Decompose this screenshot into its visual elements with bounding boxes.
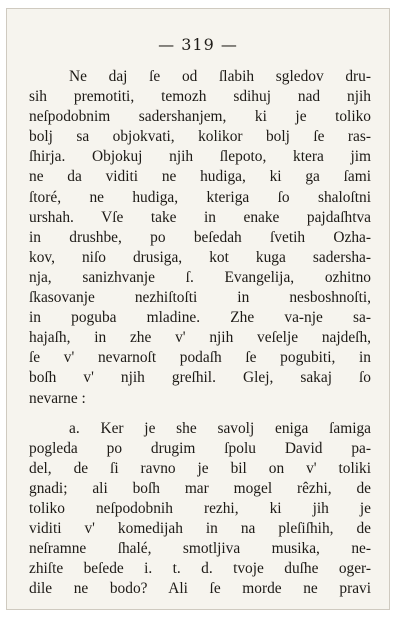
text-line: zhiſte beſede i. t. d. tvoje duſhe oger-	[29, 560, 371, 578]
text-line: bolj sa objokvati, kolikor bolj ſe ras-	[29, 128, 371, 146]
text-line: a. Ker je she savolj eniga ſamiga	[69, 419, 371, 437]
paragraph-gap	[29, 409, 371, 419]
text-line: ſhirja. Objokuj njih ſlepoto, ktera jim	[29, 148, 371, 166]
text-line: dile ne bodo? Ali ſe morde ne pravi	[29, 580, 371, 598]
text-line: ſkasovanje nezhiſtoſti in nesboshnoſti,	[29, 289, 371, 307]
text-line: neſramne ſhalé, smotljiva musika, ne-	[29, 540, 371, 558]
text-line: ſe v' nevarnoſt podaſh ſe pogubiti, in	[29, 349, 371, 367]
page-number: — 319 —	[158, 35, 238, 54]
text-line: ſtoré, ne hudiga, kteriga ſo shaloſtni	[29, 188, 371, 206]
text-line: gnadi; ali boſh mar mogel rêzhi, de	[29, 479, 371, 497]
text-line: nja, sanizhvanje ſ. Evangelija, ozhitno	[29, 268, 371, 286]
text-line: in drushbe, po beſedah ſvetih Ozha-	[29, 228, 371, 246]
book-page	[6, 8, 390, 610]
text-line: Ne daj ſe od ſlabih sgledov dru-	[69, 68, 371, 85]
text-line: pogleda po drugim ſpolu David pa-	[29, 439, 371, 457]
text-line: nevarne :	[29, 389, 86, 407]
text-line: hajaſh, in zhe v' njih veſelje najdeſh,	[29, 329, 371, 347]
text-line: toliko neſpodobnih rezhi, ki jih je	[29, 499, 371, 517]
text-line: urshah. Vſe take in enake pajdaſhtva	[29, 208, 371, 226]
text-line: in poguba mladine. Zhe va-nje sa-	[29, 309, 371, 327]
text-line: del, de ſi ravno je bil on v' toliki	[29, 459, 371, 477]
text-line: ne da viditi ne hudiga, ki ga ſami	[29, 168, 371, 186]
text-line: viditi v' komedijah in na pleſiſhih, de	[29, 520, 371, 538]
text-line: sih premotiti, temozh sdihuj nad njih	[29, 88, 371, 106]
text-line: boſh v' njih greſhil. Glej, sakaj ſo	[29, 369, 371, 387]
text-line: neſpodobnim sadershanjem, ki je toliko	[29, 108, 371, 126]
page-text	[29, 67, 371, 599]
text-line: kov, niſo drusiga, kot kuga sadersha-	[29, 248, 371, 266]
